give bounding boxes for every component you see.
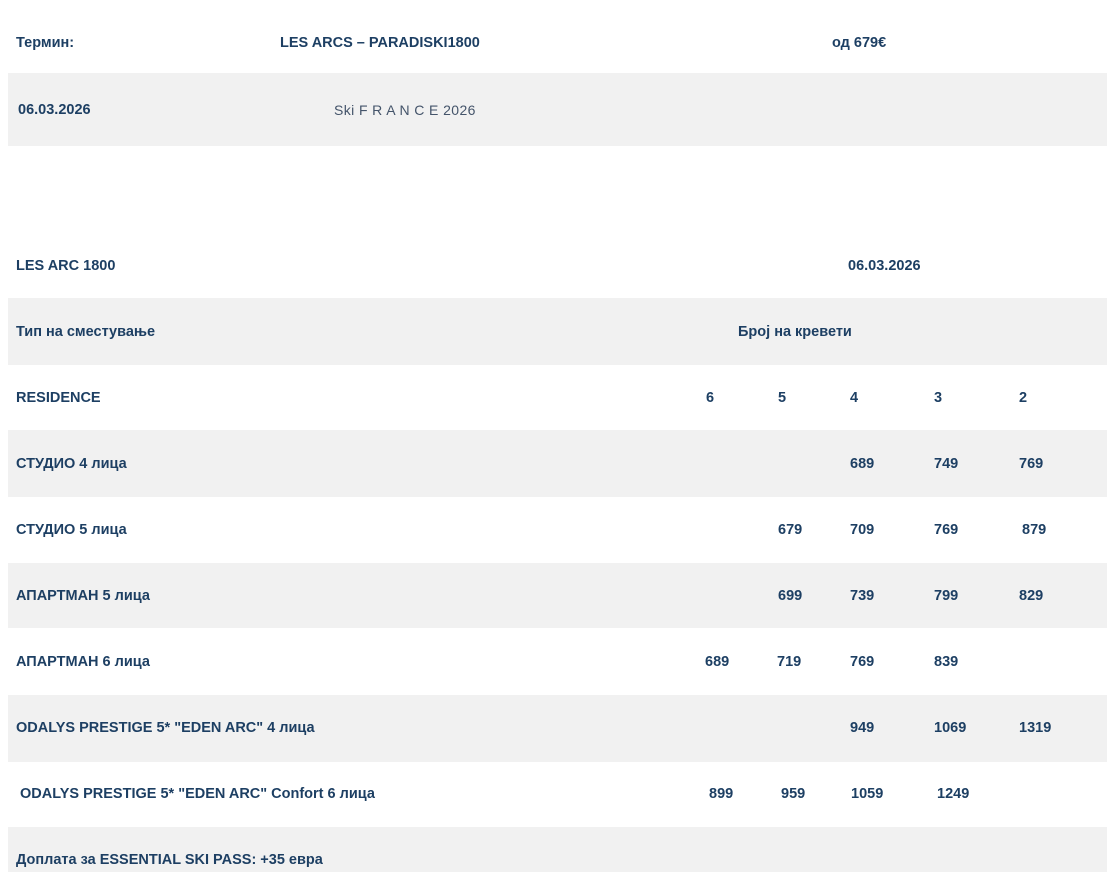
table-row: ODALYS PRESTIGE 5* "EDEN ARC" Confort 6 лица <box>20 786 375 802</box>
price-cell: 719 <box>777 654 802 670</box>
residence-label: RESIDENCE <box>16 390 101 406</box>
price-cell: 699 <box>778 588 803 604</box>
column-header-type: Тип на сместување <box>16 324 156 340</box>
price-cell: 1249 <box>937 786 970 802</box>
table-row: АПАРТМАН 6 лица <box>16 654 150 670</box>
price-cell: 749 <box>934 456 959 472</box>
trip-title: LES ARCS – PARADISKI1800 <box>280 35 480 51</box>
bed-count-2: 2 <box>1019 390 1028 406</box>
bed-count-6: 6 <box>706 390 715 406</box>
table-row: СТУДИО 4 лица <box>16 456 127 472</box>
resort-name: LES ARC 1800 <box>16 258 116 274</box>
price-cell: 679 <box>778 522 803 538</box>
footnote-text: Доплата за ESSENTIAL SKI PASS: +35 евра <box>16 852 323 868</box>
bed-count-4: 4 <box>850 390 859 406</box>
resort-date: 06.03.2026 <box>848 258 921 274</box>
date-band <box>8 73 1107 146</box>
price-cell: 769 <box>850 654 875 670</box>
price-cell: 839 <box>934 654 959 670</box>
price-cell: 959 <box>781 786 806 802</box>
price-cell: 899 <box>709 786 734 802</box>
bed-count-3: 3 <box>934 390 943 406</box>
term-label: Термин: <box>16 35 75 51</box>
table-row: ODALYS PRESTIGE 5* "EDEN ARC" 4 лица <box>16 720 315 736</box>
price-cell: 879 <box>1022 522 1047 538</box>
price-cell: 949 <box>850 720 875 736</box>
table-row: АПАРТМАН 5 лица <box>16 588 150 604</box>
price-cell: 769 <box>1019 456 1044 472</box>
table-row: СТУДИО 5 лица <box>16 522 127 538</box>
price-cell: 709 <box>850 522 875 538</box>
column-header-beds: Број на кревети <box>738 324 852 340</box>
price-cell: 1319 <box>1019 720 1052 736</box>
price-cell: 799 <box>934 588 959 604</box>
departure-date: 06.03.2026 <box>18 102 91 118</box>
price-from: од 679€ <box>832 35 887 51</box>
price-cell: 769 <box>934 522 959 538</box>
price-cell: 1069 <box>934 720 967 736</box>
price-cell: 689 <box>850 456 875 472</box>
bed-count-5: 5 <box>778 390 787 406</box>
price-cell: 689 <box>705 654 730 670</box>
brand-label: Ski F R A N C E 2026 <box>334 102 476 118</box>
price-cell: 1059 <box>851 786 884 802</box>
column-header-band <box>8 298 1107 365</box>
price-cell: 829 <box>1019 588 1044 604</box>
price-cell: 739 <box>850 588 875 604</box>
